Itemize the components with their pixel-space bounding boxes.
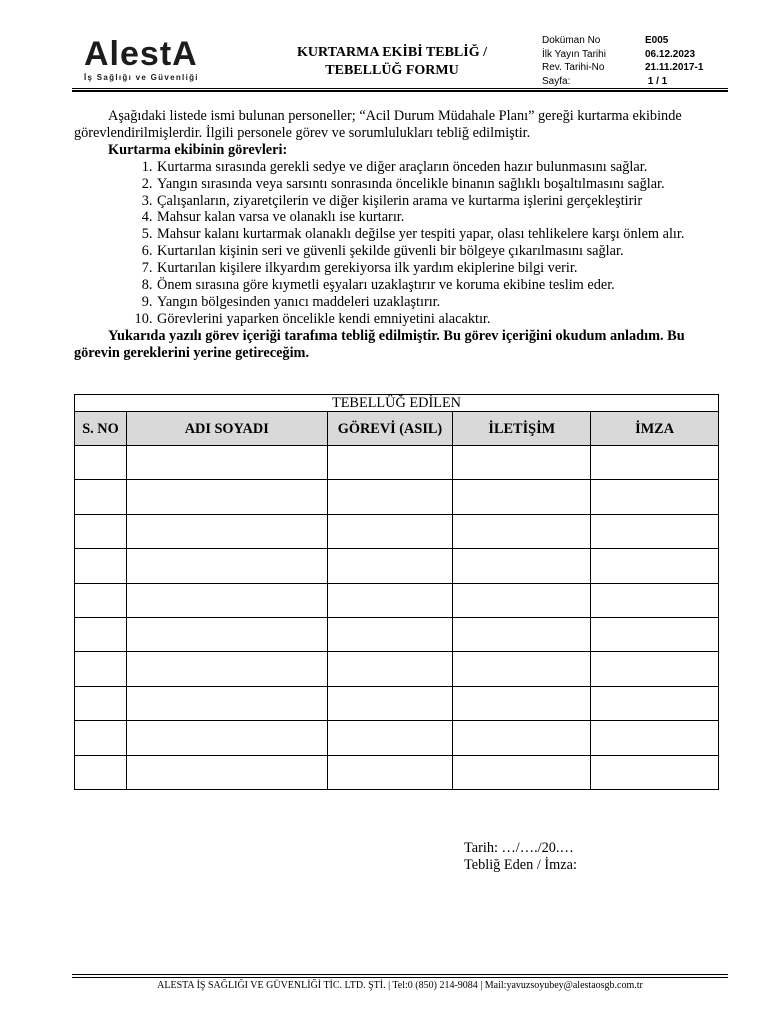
- document-meta: [542, 34, 703, 88]
- table-cell[interactable]: [75, 514, 127, 548]
- intro-paragraph: Aşağıdaki listede ismi bulunan personeller; “Acil Durum Müdahale Planı” gereği kurtarma ekibinde görevlendirilmişlerdir. İlgili personele görev ve sorumlulukları tebliğ edilmiştir.: [74, 108, 682, 141]
- duty-item: 6. Kurtarılan kişinin seri ve güvenli şekilde güvenli bir bölgeye çıkarılmasını sağlar.: [156, 243, 724, 260]
- table-cell[interactable]: [126, 480, 327, 514]
- table-cell[interactable]: [126, 686, 327, 720]
- column-header-name: ADI SOYADI: [126, 412, 327, 446]
- date-line: Tarih: …/…./20.…: [464, 840, 574, 856]
- duty-item: 1. Kurtarma sırasında gerekli sedye ve diğer araçların önceden hazır bulunmasını sağlar.: [156, 159, 724, 176]
- table-cell[interactable]: [75, 549, 127, 583]
- table-cell[interactable]: [591, 549, 719, 583]
- meta-value: 21.11.2017-1: [645, 62, 704, 73]
- table-row: [75, 514, 719, 548]
- table-header-row: [75, 412, 719, 446]
- table-cell[interactable]: [126, 549, 327, 583]
- footer-divider: [72, 974, 728, 975]
- meta-label: Doküman No: [542, 35, 601, 46]
- table-cell[interactable]: [453, 755, 591, 789]
- table-cell[interactable]: [453, 721, 591, 755]
- form-title: [272, 44, 512, 80]
- table-cell[interactable]: [591, 686, 719, 720]
- table-cell[interactable]: [453, 686, 591, 720]
- meta-row: [542, 48, 703, 62]
- notifier-signature-line: Tebliğ Eden / İmza:: [464, 857, 577, 873]
- duty-item: 5. Mahsur kalanı kurtarmak olanaklı değilse yer tespiti yapar, olası tehlikelere karşı önlem alır.: [156, 226, 724, 243]
- table-cell[interactable]: [453, 583, 591, 617]
- meta-value: E005: [645, 35, 669, 46]
- table-cell[interactable]: [591, 652, 719, 686]
- table-cell[interactable]: [591, 514, 719, 548]
- table-cell[interactable]: [453, 549, 591, 583]
- table-cell[interactable]: [327, 549, 453, 583]
- column-header-no: S. NO: [75, 412, 127, 446]
- table-cell[interactable]: [591, 583, 719, 617]
- duty-item: 7. Kurtarılan kişilere ilkyardım gerekiyorsa ilk yardım ekiplerine bilgi verir.: [156, 260, 724, 277]
- table-cell[interactable]: [75, 686, 127, 720]
- meta-value: 06.12.2023: [645, 48, 696, 60]
- table-cell[interactable]: [591, 755, 719, 789]
- table-cell[interactable]: [327, 686, 453, 720]
- table-row: [75, 617, 719, 651]
- duty-item: 10. Görevlerini yaparken öncelikle kendi emniyetini alacaktır.: [156, 311, 724, 328]
- meta-label: Rev. Tarihi-No: [542, 62, 605, 73]
- table-cell[interactable]: [75, 480, 127, 514]
- duties-list: [74, 159, 724, 328]
- table-cell[interactable]: [591, 480, 719, 514]
- meta-value: 1 / 1: [645, 75, 668, 87]
- meta-label: İlk Yayın Tarihi: [542, 48, 606, 60]
- table-cell[interactable]: [75, 446, 127, 480]
- document-header: [72, 30, 728, 92]
- meta-label: Sayfa:: [542, 75, 571, 87]
- header-divider-thick: [72, 90, 728, 92]
- table-cell[interactable]: [126, 583, 327, 617]
- duty-item: 9. Yangın bölgesinden yanıcı maddeleri uzaklaştırır.: [156, 294, 724, 311]
- table-cell[interactable]: [75, 583, 127, 617]
- table-cell[interactable]: [126, 755, 327, 789]
- table-row: [75, 480, 719, 514]
- table-row: [75, 755, 719, 789]
- table-cell[interactable]: [327, 755, 453, 789]
- table-row: [75, 686, 719, 720]
- table-cell[interactable]: [327, 514, 453, 548]
- acknowledgement-paragraph: Yukarıda yazılı görev içeriği tarafıma tebliğ edilmiştir. Bu görev içeriğini okudum anladım. Bu görevin gereklerini yerine getireceğim.: [74, 327, 685, 361]
- table-cell[interactable]: [453, 617, 591, 651]
- duties-heading: Kurtarma ekibinin görevleri:: [108, 141, 288, 158]
- table-caption: TEBELLÜĞ EDİLEN: [75, 395, 719, 412]
- column-header-contact: İLETİŞİM: [453, 412, 591, 446]
- table-cell[interactable]: [591, 721, 719, 755]
- footer-divider: [72, 977, 728, 978]
- table-cell[interactable]: [327, 652, 453, 686]
- table-cell[interactable]: [126, 652, 327, 686]
- form-title-line1: KURTARMA EKİBİ TEBLİĞ /: [297, 45, 487, 60]
- column-header-duty: GÖREVİ (ASIL): [327, 412, 453, 446]
- table-cell[interactable]: [126, 617, 327, 651]
- logo-subtitle: İş Sağlığı ve Güvenliği: [84, 73, 199, 82]
- table-cell[interactable]: [75, 617, 127, 651]
- footer-text: ALESTA İŞ SAĞLIĞI VE GÜVENLİĞİ TİC. LTD. ŞTİ. | Tel:0 (850) 214-9084 | Mail:yavuzsoyubey@alestaosgb.com.tr: [157, 980, 643, 991]
- table-cell[interactable]: [327, 480, 453, 514]
- table-cell[interactable]: [126, 446, 327, 480]
- duty-item: 2. Yangın sırasında veya sarsıntı sonrasında öncelikle binanın sağlıklı boşaltılmasını sağlar.: [156, 176, 724, 193]
- table-row: [75, 583, 719, 617]
- table-cell[interactable]: [453, 446, 591, 480]
- table-cell[interactable]: [126, 514, 327, 548]
- notification-table: [74, 394, 719, 790]
- table-cell[interactable]: [591, 617, 719, 651]
- table-cell[interactable]: [327, 446, 453, 480]
- meta-row: [542, 34, 703, 48]
- table-cell[interactable]: [126, 721, 327, 755]
- table-cell[interactable]: [327, 617, 453, 651]
- table-cell[interactable]: [453, 652, 591, 686]
- table-row: [75, 721, 719, 755]
- meta-row: [542, 61, 703, 75]
- table-cell[interactable]: [453, 480, 591, 514]
- table-row: [75, 446, 719, 480]
- logo-text: AlestA: [84, 35, 198, 73]
- column-header-signature: İMZA: [591, 412, 719, 446]
- header-divider: [72, 88, 728, 89]
- table-cell[interactable]: [327, 721, 453, 755]
- duty-item: 3. Çalışanların, ziyaretçilerin ve diğer kişilerin arama ve kurtarma işlerini gerçekleştirir: [156, 193, 724, 210]
- duty-item: 8. Önem sırasına göre kıymetli eşyaları uzaklaştırır ve koruma ekibine teslim eder.: [156, 277, 724, 294]
- table-cell[interactable]: [75, 721, 127, 755]
- table-row: [75, 652, 719, 686]
- duty-item: 4. Mahsur kalan varsa ve olanaklı ise kurtarır.: [156, 209, 724, 226]
- table-cell[interactable]: [453, 514, 591, 548]
- table-cell[interactable]: [75, 652, 127, 686]
- signature-block: [464, 840, 577, 874]
- table-cell[interactable]: [75, 755, 127, 789]
- table-row: [75, 549, 719, 583]
- form-title-line2: TEBELLÜĞ FORMU: [325, 63, 459, 78]
- company-logo: [84, 36, 244, 88]
- meta-row: [542, 75, 703, 89]
- table-cell[interactable]: [591, 446, 719, 480]
- document-body: [74, 108, 724, 362]
- table-cell[interactable]: [327, 583, 453, 617]
